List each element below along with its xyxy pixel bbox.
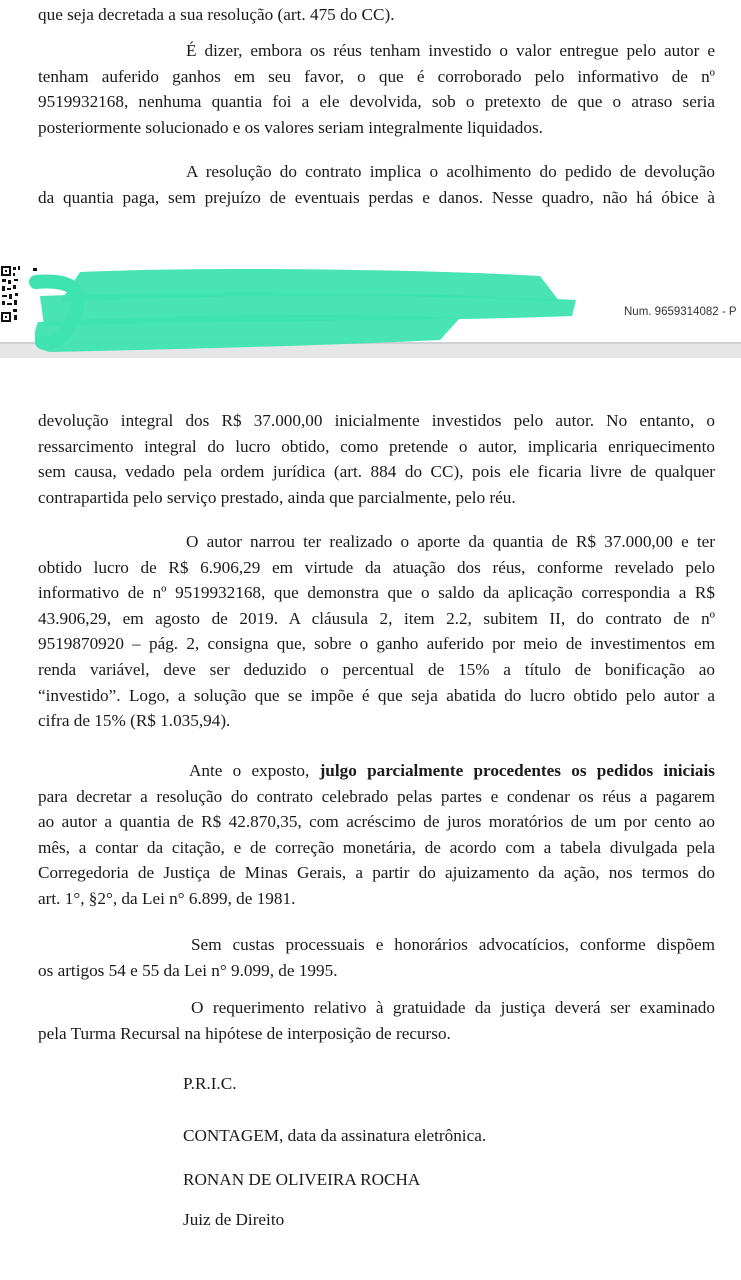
decision-intro: Ante o exposto,	[189, 761, 320, 780]
text-line: Sem custas processuais e honorários advocatícios, conforme dispõem	[191, 935, 715, 954]
text-line: da quantia paga, sem prejuízo de eventuais perdas e danos. Nesse quadro, não há óbice à	[38, 187, 715, 207]
text-line: Corregedoria de Justiça de Minas Gerais, a partir do ajuizamento da ação, nos termos do	[38, 863, 715, 883]
text-line: informativo de nº 9519932168, que demonstra que o saldo da aplicação correspondia a R$	[38, 583, 715, 603]
text-line: cifra de 15% (R$ 1.035,94).	[38, 711, 231, 731]
text-line: renda variável, deve ser deduzido o percentual de 15% a título de bonificação ao	[38, 659, 715, 679]
text-line: A resolução do contrato implica o acolhimento do pedido de devolução	[186, 162, 715, 181]
place-date: CONTAGEM, data da assinatura eletrônica.	[183, 1126, 487, 1145]
text-line: ao autor a quantia de R$ 42.870,35, com acréscimo de juros moratórios de um por cento ao	[38, 812, 715, 832]
page1-top-line	[38, 2, 715, 28]
text-line: art. 1°, §2°, da Lei n° 6.899, de 1981.	[38, 888, 296, 908]
text-line: O autor narrou ter realizado o aporte da quantia de R$ 37.000,00 e ter	[186, 532, 715, 551]
text-line: para decretar a resolução do contrato celebrado pelas partes e condenar os réus a pagarem	[38, 786, 715, 806]
text-line: O requerimento relativo à gratuidade da justiça deverá ser examinado	[191, 998, 715, 1017]
page2-paragraph-2	[38, 529, 715, 734]
text-line: sem causa, vedado pela ordem jurídica (art. 884 do CC), pois ele ficaria livre de qualquer	[38, 462, 715, 482]
judge-title: Juiz de Direito	[183, 1210, 285, 1229]
page1-paragraph-2	[38, 159, 715, 210]
redaction-scribble	[20, 262, 580, 354]
text-line: devolução integral dos R$ 37.000,00 inicialmente investidos pelo autor. No entanto, o	[38, 411, 715, 430]
text-line: pela Turma Recursal na hipótese de interposição de recurso.	[38, 1023, 451, 1043]
text-line: posteriormente solucionado e os valores seriam integralmente liquidados.	[38, 117, 543, 137]
judge-name: RONAN DE OLIVEIRA ROCHA	[183, 1170, 421, 1189]
text-line: “investido”. Logo, a solução que se impõe é que seja abatida do lucro obtido pelo autor a	[38, 685, 715, 705]
text-line: que seja decretada a sua resolução (art. 475 do CC).	[38, 5, 395, 24]
text-line: contrapartida pelo serviço prestado, ainda que parcialmente, pelo réu.	[38, 487, 516, 507]
text-line: É dizer, embora os réus tenham investido o valor entregue pelo autor e	[186, 41, 715, 60]
text-line: 9519870920 – pág. 2, consigna que, sobre o ganho auferido por meio de investimentos em	[38, 634, 715, 654]
page2-paragraph-3	[38, 758, 715, 912]
text-line: 9519932168, nenhuma quantia foi a ele devolvida, sob o pretexto de que o atraso seria	[38, 92, 715, 112]
document-number: Num. 9659314082 - P	[624, 306, 737, 318]
text-line: mês, a contar da citação, e de correção monetária, de acordo com a tabela divulgada pela	[38, 837, 715, 857]
text-line: 43.906,29, em agosto de 2019. A cláusula 2, item 2.2, subitem II, do contrato de nº	[38, 608, 715, 628]
page2-paragraph-1	[38, 408, 715, 510]
text-line: obtido lucro de R$ 6.906,29 em virtude da atuação dos réus, conforme revelado pelo	[38, 557, 715, 577]
pric: P.R.I.C.	[183, 1074, 237, 1093]
page2-paragraph-4	[38, 932, 715, 983]
decision-bold: julgo parcialmente procedentes os pedidos iniciais	[319, 761, 715, 780]
text-line	[38, 758, 715, 784]
page1-paragraph-1	[38, 38, 715, 140]
text-line: tenham auferido ganhos em seu favor, o que é corroborado pelo informativo de nº	[38, 66, 715, 86]
page2-paragraph-5	[38, 995, 715, 1046]
text-line: os artigos 54 e 55 da Lei n° 9.099, de 1995.	[38, 960, 338, 980]
text-line: ressarcimento integral do lucro obtido, como pretende o autor, implicaria enriquecimento	[38, 436, 715, 456]
